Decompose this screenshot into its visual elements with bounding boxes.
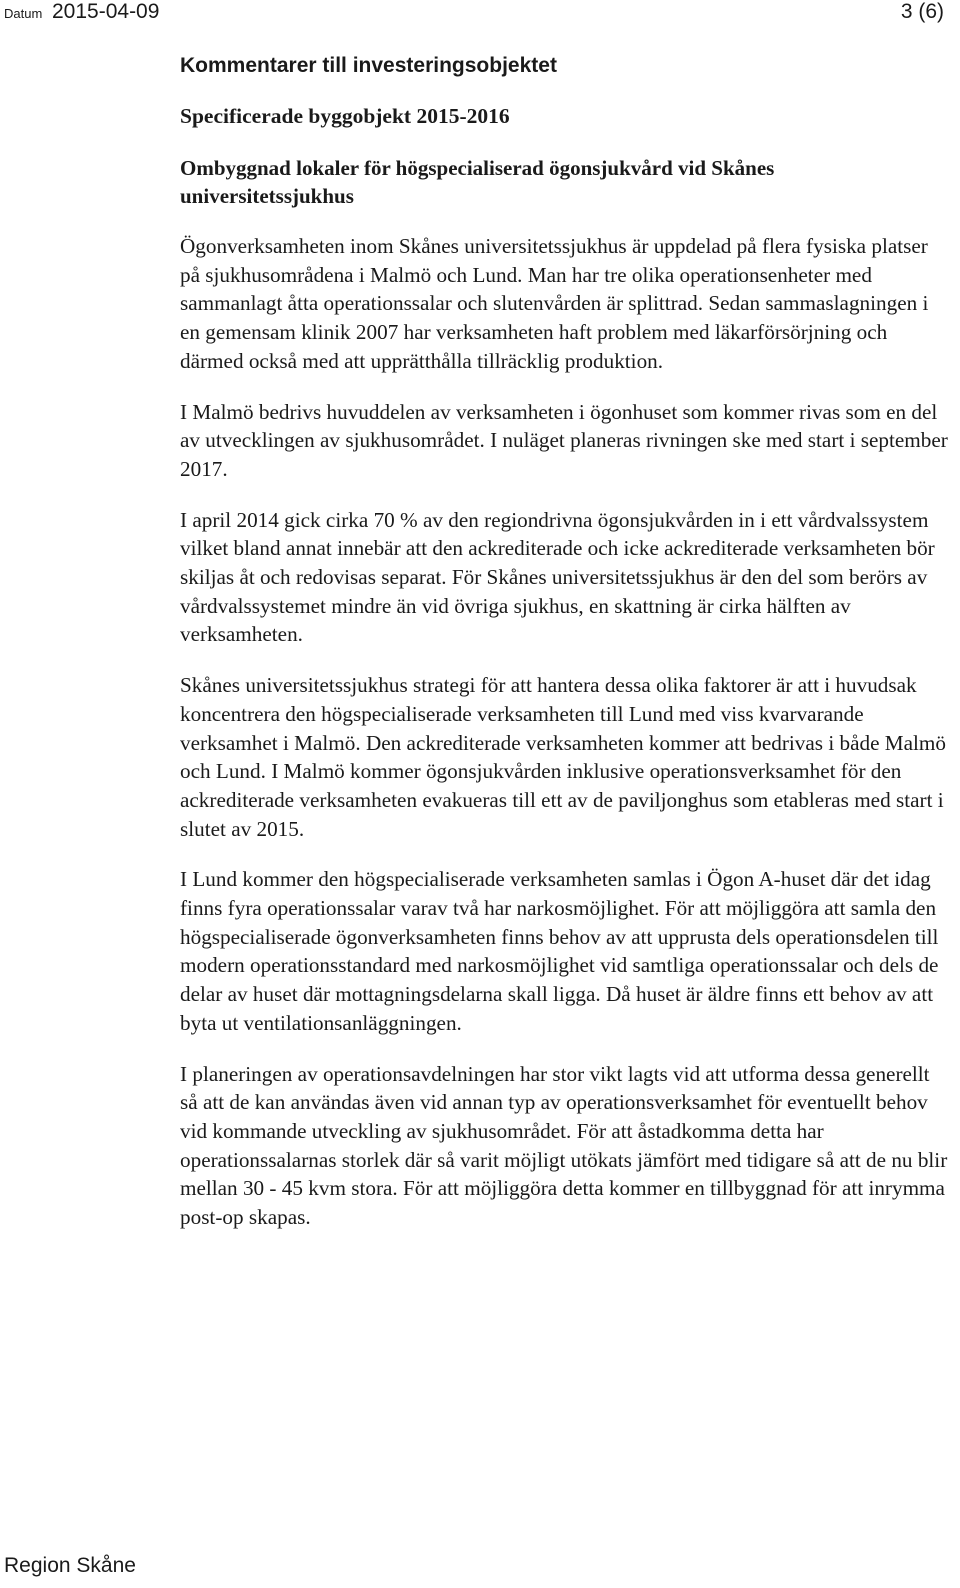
document-subtitle: Specificerade byggobjekt 2015-2016	[180, 104, 510, 128]
paragraph: Skånes universitetssjukhus strategi för att hantera dessa olika faktorer är att i huvudsak koncentrera den högspecialiserade verksamheten till Lund med viss kvarvarande verksamhet i Malmö. Den ackrediterade verksamheten kommer att bedrivas i både Malmö och Lund. I Malmö kommer ögonsjukvården inklusive operationsverksamhet för den ackrediterade verksamheten evakueras till ett av de paviljonghus som etableras med start i slutet av 2015.	[180, 673, 947, 841]
page-number: 3 (6)	[900, 0, 944, 23]
header-date: 2015-04-09	[52, 0, 160, 23]
footer-organization: Region Skåne	[4, 1554, 136, 1577]
paragraph: I Lund kommer den högspecialiserade verksamheten samlas i Ögon A-huset där det idag finns fyra operationssalar varav två har narkosmöjlighet. För att möjliggöra att samla den högspecialiserade ögonverksamheten finns behov av att upprusta dels operationsdelen till modern operationsstandard med narkosmöjlighet vid samtliga operationssalar och dels de delar av huset där mottagningsdelarna skall ligga. Då huset är äldre finns ett behov av att byta ut ventilationsanläggningen.	[180, 867, 939, 1035]
document-title: Kommentarer till investeringsobjektet	[180, 54, 557, 77]
paragraph: I april 2014 gick cirka 70 % av den regiondrivna ögonsjukvården in i ett vårdvalssystem vilket bland annat innebär att den ackrediterade och icke ackrediterade verksamheten bör skiljas åt och redovisas separat. För Skånes universitetssjukhus är den del som berörs av vårdvalssystemet mindre än vid övriga sjukhus, en skattning är cirka hälften av verksamheten.	[180, 507, 935, 647]
paragraph: I planeringen av operationsavdelningen har stor vikt lagts vid att utforma dessa generellt så att de kan användas även vid annan typ av operationsverksamhet för eventuellt behov vid kommande utveckling av sjukhusområdet. För att åstadkomma detta har operationssalarnas storlek där så varit möjligt utökats jämfört med tidigare så att de nu blir mellan 30 - 45 kvm stora. För att möjliggöra detta kommer en tillbyggnad för att inrymma post-op skapas.	[180, 1061, 948, 1230]
document-body	[180, 52, 950, 1254]
header-date-label: Datum	[4, 6, 43, 21]
section-title: Ombyggnad lokaler för högspecialiserad ögonsjukvård vid Skånes universitetssjukhus	[180, 156, 775, 208]
paragraph: I Malmö bedrivs huvuddelen av verksamheten i ögonhuset som kommer rivas som en del av utvecklingen av sjukhusområdet. I nuläget planeras rivningen ske med start i september 2017.	[180, 399, 948, 481]
paragraph: Ögonverksamheten inom Skånes universitetssjukhus är uppdelad på flera fysiska platser på sjukhusområdena i Malmö och Lund. Man har tre olika operationsenheter med sammanlagt åtta operationssalar och slutenvården är splittrad. Sedan sammaslagningen i en gemensam klinik 2007 har verksamheten haft problem med läkarförsörjning och därmed också med att upprätthålla tillräcklig produktion.	[180, 234, 929, 373]
